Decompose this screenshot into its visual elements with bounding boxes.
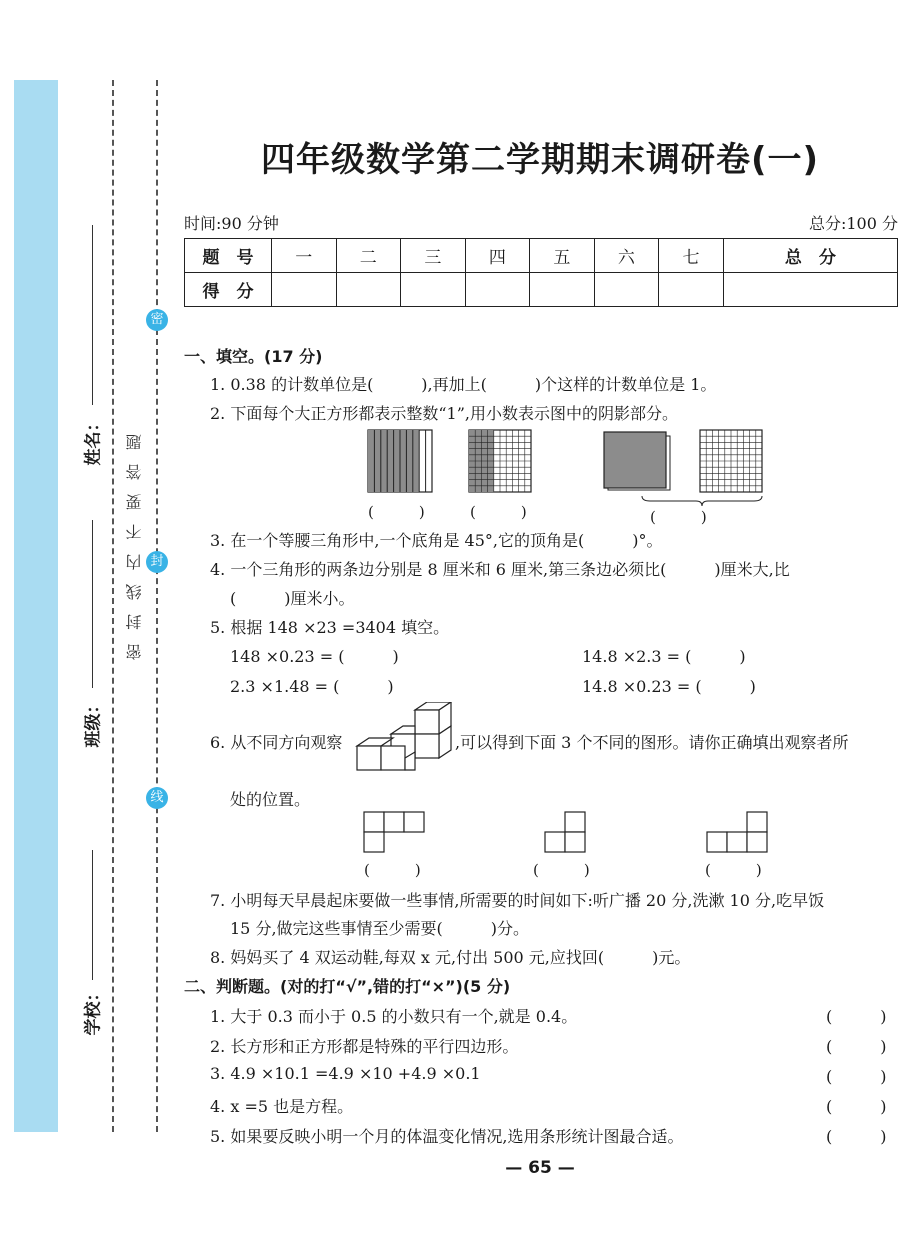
q6-view-3: [707, 812, 767, 852]
q2: 2. 下面每个大正方形都表示整数“1”,用小数表示图中的阴影部分。: [210, 404, 678, 423]
judge-item-5: 5. 如果要反映小明一个月的体温变化情况,选用条形统计图最合适。: [210, 1127, 684, 1146]
judge-answer-1[interactable]: ( ): [826, 1007, 887, 1026]
score-cell[interactable]: [336, 273, 401, 307]
score-cell[interactable]: [465, 273, 530, 307]
q6-answer-1[interactable]: ( ): [364, 861, 421, 879]
score-col-3: 三: [401, 239, 466, 273]
judge-item-2: 2. 长方形和正方形都是特殊的平行四边形。: [210, 1037, 519, 1056]
score-col-2: 二: [336, 239, 401, 273]
score-col-4: 四: [465, 239, 530, 273]
seal-mark-mi: 密: [146, 309, 168, 331]
judge-answer-2[interactable]: ( ): [826, 1037, 887, 1056]
score-cell[interactable]: [401, 273, 466, 307]
q5-a: 148 ×0.23 = ( ): [230, 647, 399, 666]
score-table-header-row: [185, 239, 898, 273]
score-col-6: 六: [594, 239, 659, 273]
seal-instruction: [118, 420, 142, 673]
q2-figures: [364, 428, 764, 498]
q2-figure-3: [604, 430, 762, 492]
score-cell[interactable]: [594, 273, 659, 307]
q2-figure-2: [469, 430, 531, 492]
q5-d: 14.8 ×0.23 = ( ): [582, 677, 756, 696]
cut-line-left: [112, 80, 114, 1132]
judge-answer-3[interactable]: ( ): [826, 1067, 887, 1086]
q5: 5. 根据 148 ×23 =3404 填空。: [210, 618, 450, 637]
judge-answer-4[interactable]: ( ): [826, 1097, 887, 1116]
score-col-label: 题 号: [185, 239, 272, 273]
score-table: [184, 238, 898, 307]
q2-answer-2[interactable]: ( ): [470, 503, 527, 521]
seal-mark-feng: 封: [146, 551, 168, 573]
q6-views: [360, 808, 780, 856]
q6-post: ,可以得到下面 3 个不同的图形。请你正确填出观察者所: [455, 733, 849, 752]
q6-answer-3[interactable]: ( ): [705, 861, 762, 879]
q6-line2: 处的位置。: [230, 790, 311, 809]
section2-heading: 二、判断题。(对的打“√”,错的打“×”)(5 分): [184, 977, 511, 996]
school-label: 学校：: [83, 984, 104, 1036]
school-blank[interactable]: [92, 850, 93, 980]
score-col-total: 总 分: [723, 239, 897, 273]
seal-text: 密封线内不要答题: [125, 420, 144, 660]
q3: 3. 在一个等腰三角形中,一个底角是 45°,它的顶角是( )°。: [210, 531, 663, 550]
q8: 8. 妈妈买了 4 双运动鞋,每双 x 元,付出 500 元,应找回( )元。: [210, 948, 691, 967]
name-blank[interactable]: [92, 225, 93, 405]
q6-answer-2[interactable]: ( ): [533, 861, 590, 879]
q6-view-1: [364, 812, 424, 852]
q4-line1: 4. 一个三角形的两条边分别是 8 厘米和 6 厘米,第三条边必须比( )厘米大,比: [210, 560, 790, 579]
q5-c: 2.3 ×1.48 = ( ): [230, 677, 394, 696]
score-row-label: 得 分: [185, 273, 272, 307]
section1-heading: 一、填空。(17 分): [184, 347, 323, 366]
name-label: 姓名：: [83, 414, 104, 466]
judge-item-3: 3. 4.9 ×10.1 =4.9 ×10 +4.9 ×0.1: [210, 1064, 481, 1083]
exam-time: 时间:90 分钟: [184, 214, 279, 233]
score-col-7: 七: [659, 239, 724, 273]
q2-answer-1[interactable]: ( ): [368, 503, 425, 521]
q5-b: 14.8 ×2.3 = ( ): [582, 647, 746, 666]
score-col-1: 一: [272, 239, 337, 273]
seal-mark-xian: 线: [146, 787, 168, 809]
figure3-full-square: [604, 432, 666, 488]
exam-total: 总分:100 分: [808, 214, 898, 233]
class-label: 班级：: [83, 696, 104, 748]
binding-strip: [14, 80, 58, 1132]
judge-item-4: 4. x =5 也是方程。: [210, 1097, 354, 1116]
q6-pre: 6. 从不同方向观察: [210, 733, 343, 752]
page-number: — 65 —: [505, 1158, 575, 1178]
q2-answer-3[interactable]: ( ): [650, 508, 707, 526]
judge-answer-5[interactable]: ( ): [826, 1127, 887, 1146]
score-cell[interactable]: [272, 273, 337, 307]
judge-item-1: 1. 大于 0.3 而小于 0.5 的小数只有一个,就是 0.4。: [210, 1007, 578, 1026]
score-cell[interactable]: [659, 273, 724, 307]
score-cell[interactable]: [530, 273, 595, 307]
q2-figure-1: [368, 430, 432, 492]
class-blank[interactable]: [92, 520, 93, 688]
score-table-score-row: [185, 273, 898, 307]
q6-cube-stack: [355, 702, 455, 778]
q1: 1. 0.38 的计数单位是( ),再加上( )个这样的计数单位是 1。: [210, 375, 717, 394]
score-cell[interactable]: [723, 273, 897, 307]
cut-line-right: [156, 80, 158, 1132]
score-col-5: 五: [530, 239, 595, 273]
q4-line2: ( )厘米小。: [230, 589, 355, 608]
q7-line2: 15 分,做完这些事情至少需要( )分。: [230, 919, 530, 938]
q6-view-2: [545, 812, 585, 852]
page-title: 四年级数学第二学期期末调研卷(一): [260, 140, 820, 180]
q7-line1: 7. 小明每天早晨起床要做一些事情,所需要的时间如下:听广播 20 分,洗漱 10 分,吃早饭: [210, 891, 825, 910]
